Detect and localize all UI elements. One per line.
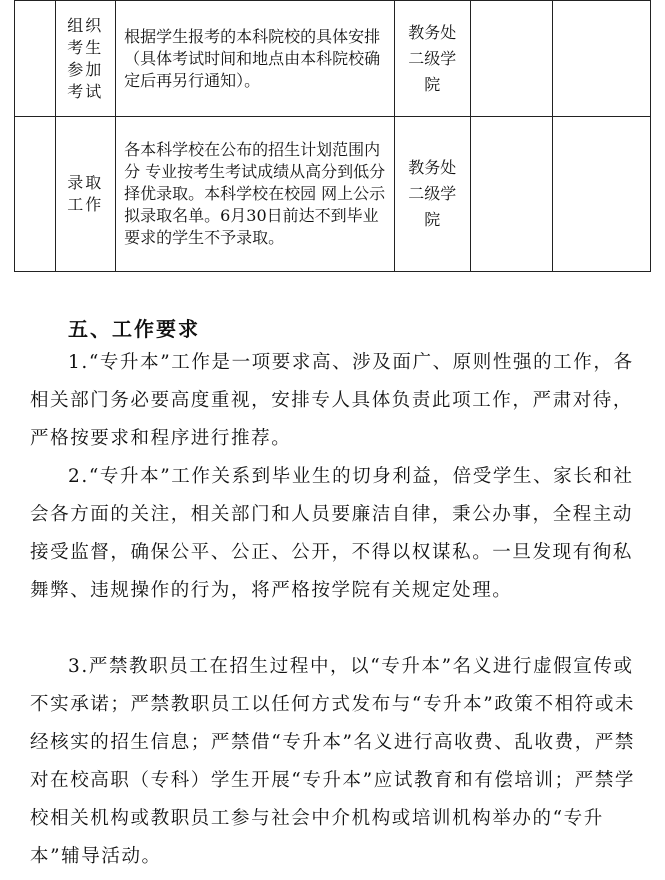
dept-line: 院 [424, 74, 441, 94]
dept-line: 院 [424, 210, 441, 229]
table-row [15, 1, 651, 117]
dept-line: 教务处 [408, 22, 457, 42]
dept-line: 教务处 [408, 158, 457, 177]
empty-cell [15, 117, 56, 272]
empty-cell [553, 1, 651, 117]
schedule-table [14, 0, 651, 272]
empty-cell [470, 1, 552, 117]
paragraph [30, 648, 640, 876]
step-cell [55, 1, 116, 117]
step-line: 考试 [67, 81, 104, 101]
dept-line: 二级学 [408, 48, 457, 68]
step-line: 组织 [67, 15, 104, 35]
section-heading: 五、工作要求 [68, 317, 200, 341]
step-line: 参加 [67, 59, 104, 79]
table-row [15, 117, 651, 272]
step-line: 考生 [67, 37, 104, 57]
paragraph-text: 2.“专升本”工作关系到毕业生的切身利益，倍受学生、家长和社会各方面的关注，相关部门和人员要廉洁自律，秉公办事，全程主动接受监督，确保公平、公正、公开，不得以权谋私。一旦发现有徇私舞弊、违规操作的行为，将严格按学院有关规定处理。 [30, 466, 634, 601]
step-cell [55, 117, 116, 272]
paragraph [30, 458, 640, 610]
empty-cell [470, 117, 552, 272]
dept-line: 二级学 [408, 184, 457, 203]
paragraph-text: 3.严禁教职员工在招生过程中，以“专升本”名义进行虚假宣传或不实承诺；严禁教职员工以任何方式发布与“专升本”政策不相符或未经核实的招生信息；严禁借“专升本”名义进行高收费、乱收费，严禁对在校高职（专科）学生开展“专升本”应试教育和有偿培训；严禁学校相关机构或教职员工参与社会中介机构或培训机构举办的“专升本”辅导活动。 [30, 656, 636, 867]
dept-cell [394, 1, 470, 117]
empty-cell [553, 117, 651, 272]
step-line: 录取 [67, 173, 104, 192]
paragraph [30, 344, 640, 458]
content-cell: 根据学生报考的本科院校的具体安排（具体考试时间和地点由本科院校确定后再另行通知）。 [116, 1, 395, 117]
empty-cell [15, 1, 56, 117]
content-cell: 各本科学校在公布的招生计划范围内分 专业按考生考试成绩从高分到低分择优录取。本科学校在校园 网上公示拟录取名单。6月30日前达不到毕业要求的学生不予录取。 [116, 117, 395, 272]
step-line: 工作 [67, 195, 104, 214]
dept-cell [394, 117, 470, 272]
paragraph-text: 1.“专升本”工作是一项要求高、涉及面广、原则性强的工作，各相关部门务必要高度重视，安排专人具体负责此项工作，严肃对待，严格按要求和程序进行推荐。 [30, 352, 634, 449]
